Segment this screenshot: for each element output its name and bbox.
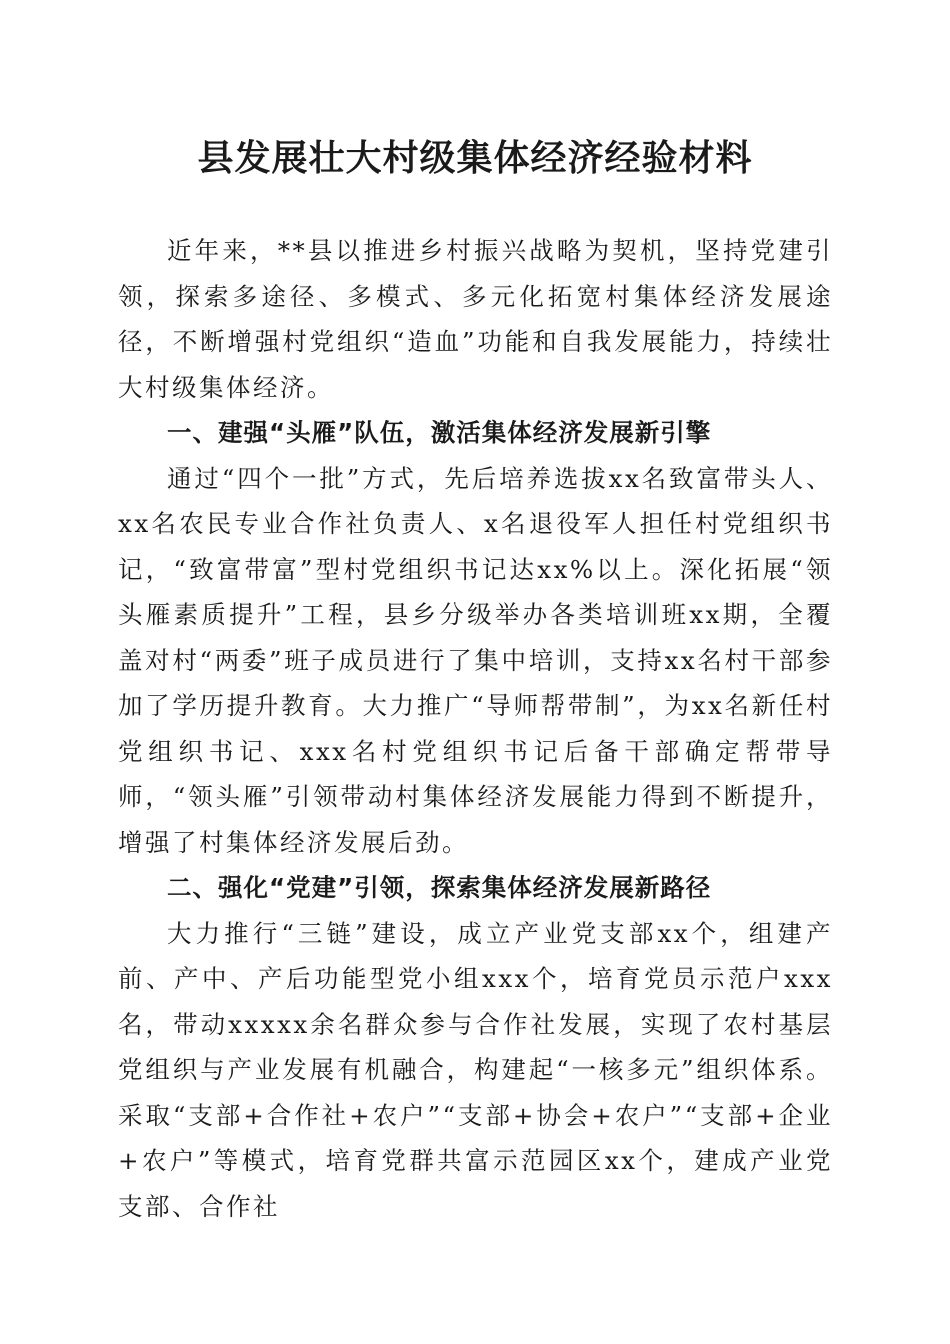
section-2-paragraph: 大力推行“三链”建设，成立产业党支部xx个，组建产前、产中、产后功能型党小组xxx个，培育党员示范户xxx名，带动xxxxx余名群众参与合作社发展，实现了农村基层党组织与产业发展有机融合，构建起“一核多元”组织体系。采取“支部+合作社+农户”“支部+协会+农户”“支部+企业+农户”等模式，培育党群共富示范园区xx个，建成产业党支部、合作社 xyxy=(118,918,833,1221)
section-1-paragraph: 通过“四个一批”方式，先后培养选拔xx名致富带头人、xx名农民专业合作社负责人、x名退役军人担任村党组织书记，“致富带富”型村党组织书记达xx%以上。深化拓展“领头雁素质提升”工程，县乡分级举办各类培训班xx期，全覆盖对村“两委”班子成员进行了集中培训，支持xx名村干部参加了学历提升教育。大力推广“导师帮带制”，为xx名新任村党组织书记、xxx名村党组织书记后备干部确定帮带导师，“领头雁”引领带动村集体经济发展能力得到不断提升，增强了村集体经济发展后劲。 xyxy=(118,463,833,857)
section-2-heading: 二、强化“党建”引领，探索集体经济发展新路径 xyxy=(167,873,712,902)
section-1-heading: 一、建强“头雁”队伍，激活集体经济发展新引擎 xyxy=(167,418,712,447)
document-body xyxy=(118,228,833,1229)
document-title: 县发展壮大村级集体经济经验材料 xyxy=(197,137,753,179)
intro-paragraph: 近年来，**县以推进乡村振兴战略为契机，坚持党建引领，探索多途径、多模式、多元化拓宽村集体经济发展途径，不断增强村党组织“造血”功能和自我发展能力，持续壮大村级集体经济。 xyxy=(118,236,833,402)
